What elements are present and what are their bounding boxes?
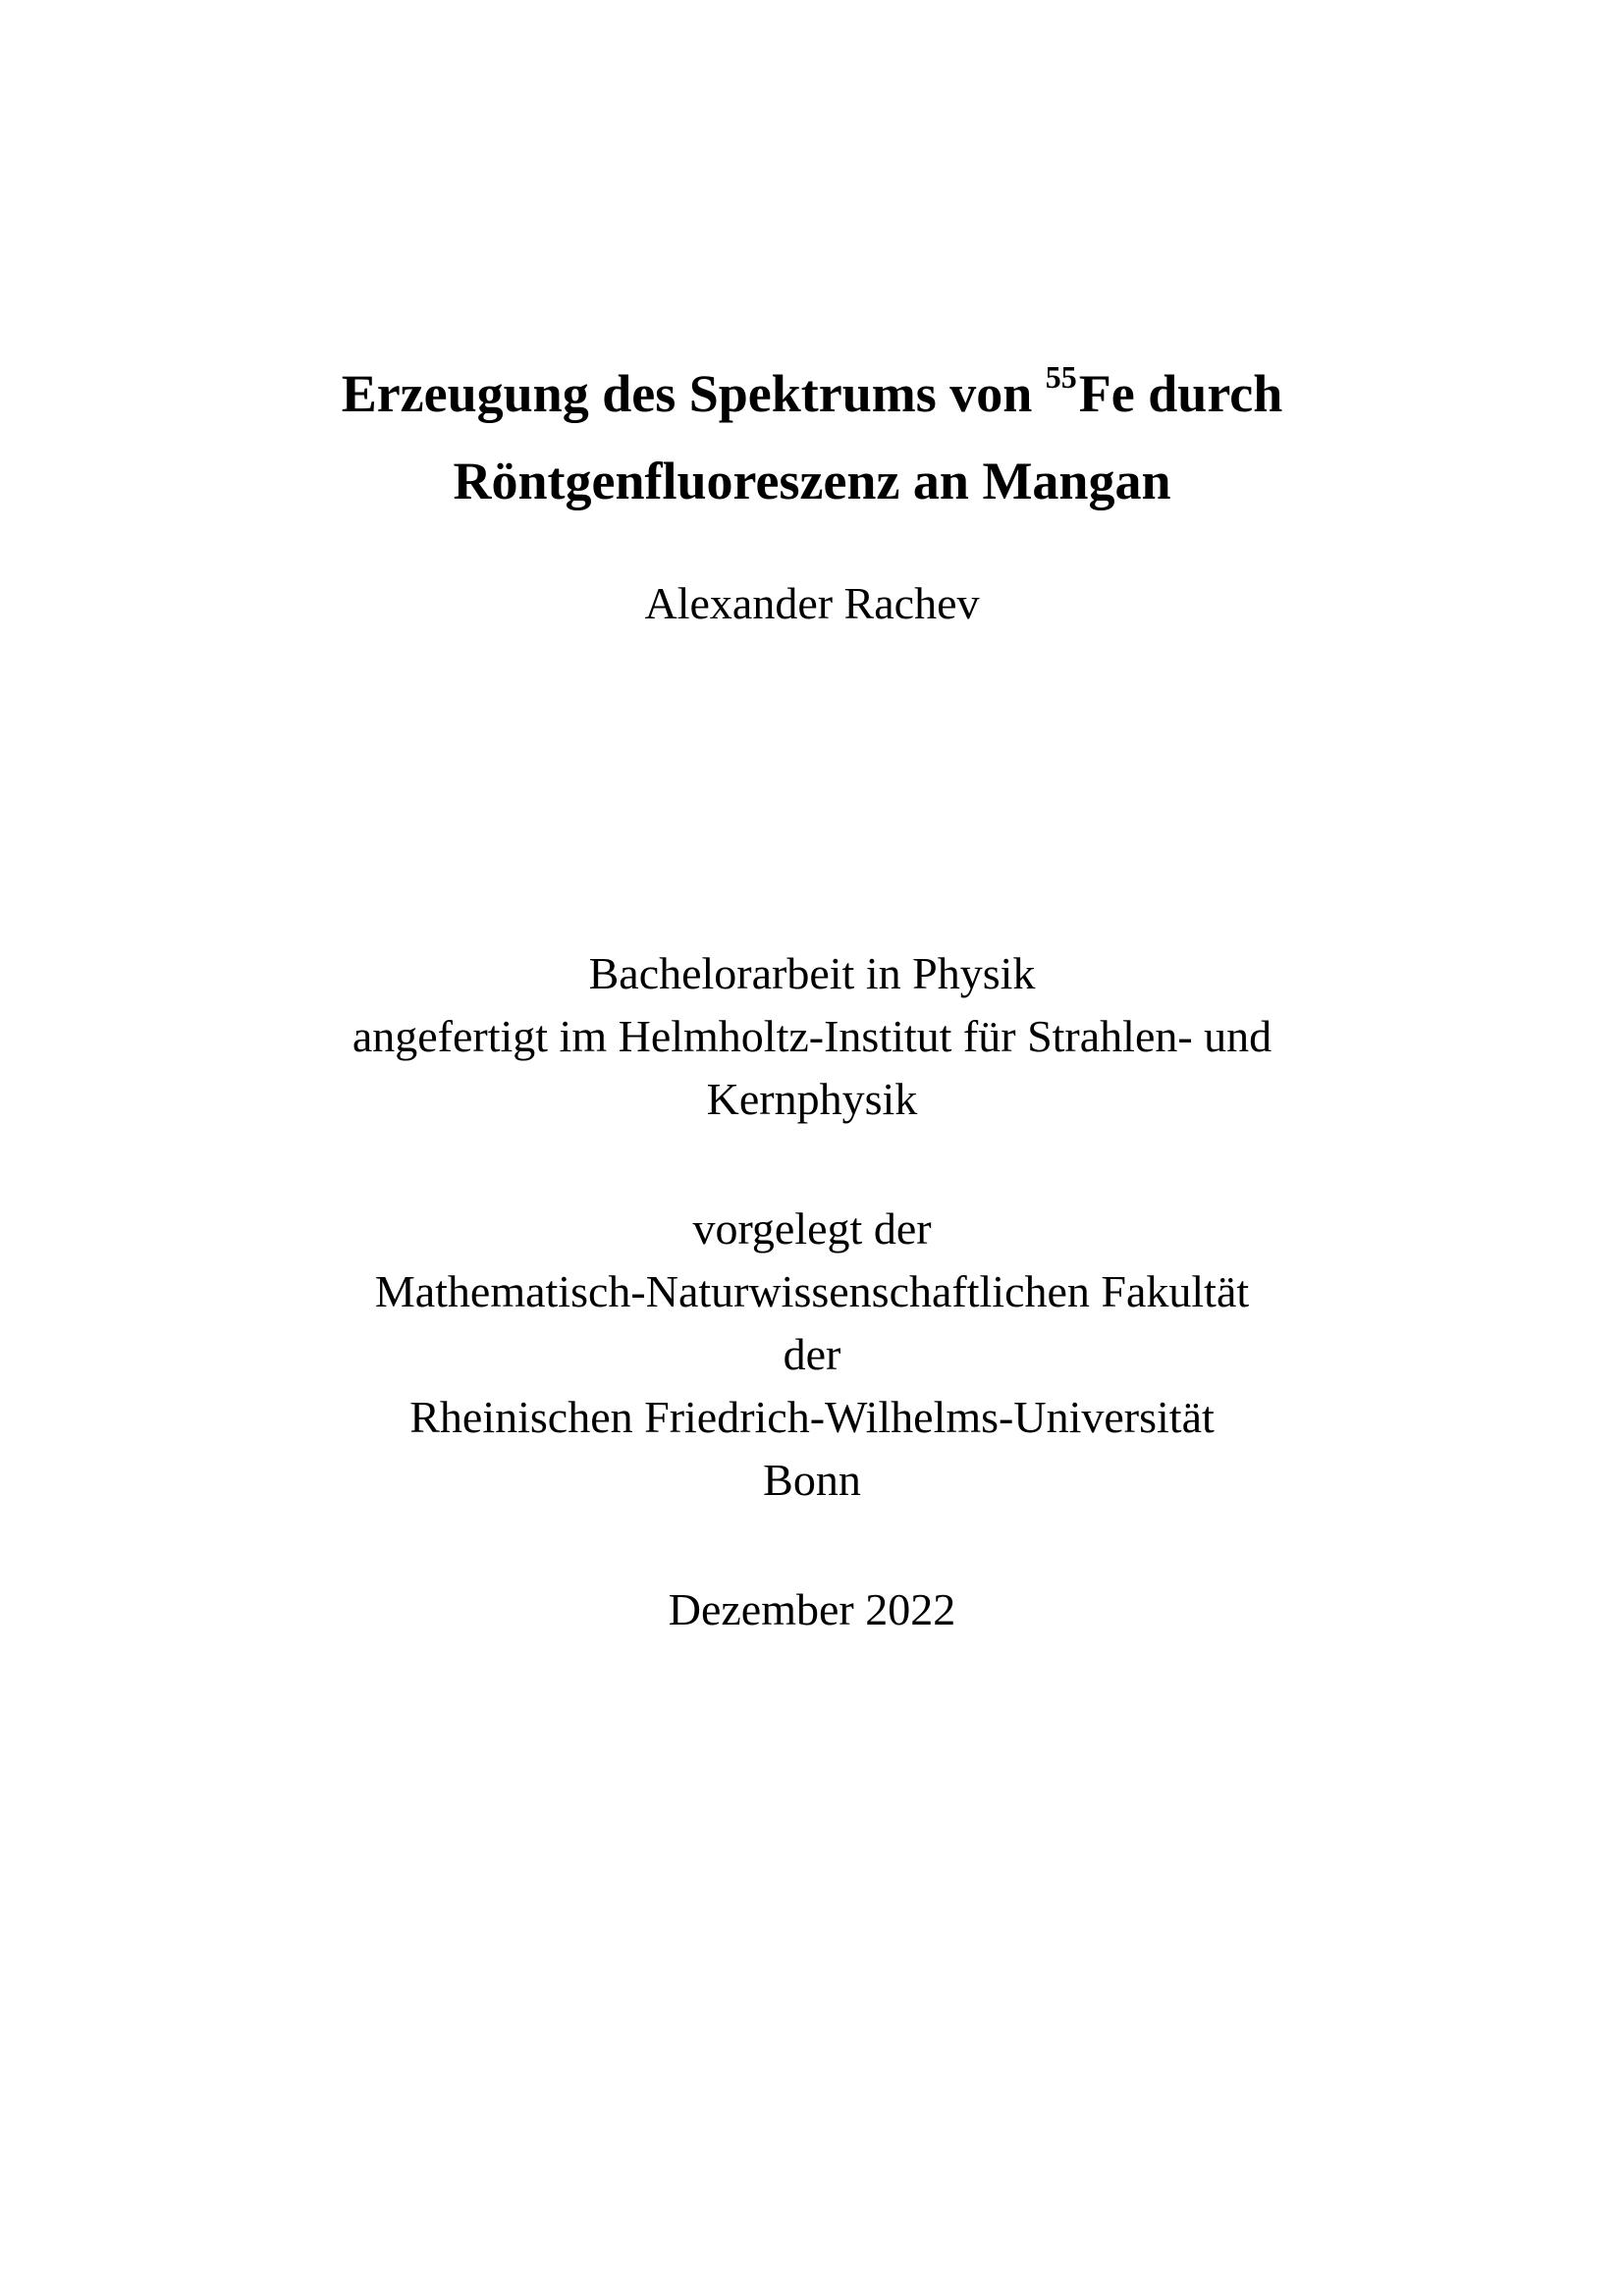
institute-line-2: Kernphysik bbox=[706, 1074, 918, 1124]
isotope-mass-number: 55 bbox=[1045, 359, 1077, 395]
title-text-after-isotope: Fe durch bbox=[1078, 364, 1283, 423]
title-text-before-isotope: Erzeugung des Spektrums von bbox=[341, 364, 1046, 423]
thesis-info bbox=[0, 942, 1624, 1131]
faculty-name: Mathematisch-Naturwissenschaftlichen Fakultät bbox=[374, 1266, 1250, 1316]
thesis-title bbox=[0, 353, 1624, 521]
university-city: Bonn bbox=[763, 1455, 861, 1505]
title-line-1 bbox=[0, 353, 1624, 441]
institute-line-1: angefertigt im Helmholtz-Institut für Strahlen- und bbox=[352, 1011, 1272, 1061]
submission-date: Dezember 2022 bbox=[668, 1584, 956, 1634]
thesis-type: Bachelorarbeit in Physik bbox=[588, 948, 1036, 998]
author-name: Alexander Rachev bbox=[644, 578, 980, 628]
submission-info bbox=[0, 1198, 1624, 1512]
faculty-connector: der bbox=[783, 1329, 841, 1379]
submitted-to-label: vorgelegt der bbox=[692, 1203, 932, 1254]
university-name: Rheinischen Friedrich-Wilhelms-Universität bbox=[409, 1392, 1215, 1442]
title-line-2: Röntgenfluoreszenz an Mangan bbox=[453, 452, 1171, 510]
